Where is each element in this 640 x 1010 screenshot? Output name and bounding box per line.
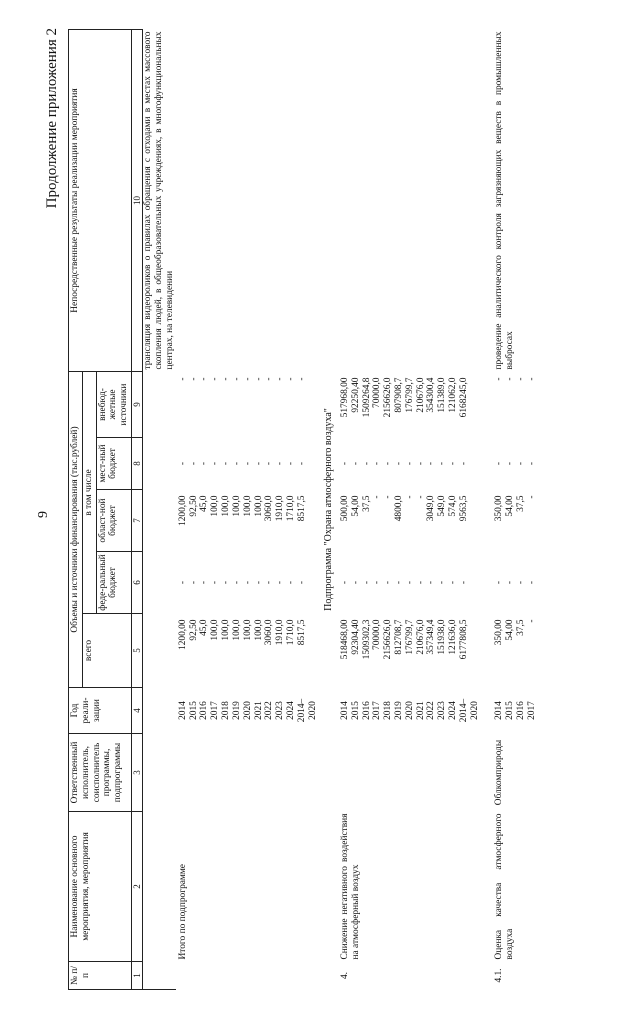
activity-name: Итого по подпрограмме [177, 864, 188, 960]
regional-cell: 100,0 [231, 495, 242, 517]
subtotal-block [178, 30, 319, 990]
local-cell: - [350, 461, 361, 466]
column-number: 3 [132, 734, 143, 812]
year-cell: 2022 [264, 701, 275, 720]
year-cell: 2023 [437, 701, 448, 720]
regional-cell: 45,0 [199, 495, 210, 512]
total-cell: 100,0 [231, 619, 242, 641]
federal-cell: - [526, 580, 537, 585]
extra-cell: - [275, 377, 286, 381]
total-cell: 1200,00 [177, 619, 188, 650]
header-name: Наименование основного мероприятия, мероприятия [69, 812, 132, 962]
result-text: трансляция видеороликов о правилах обращения с отходами в местах массового скопления людей, в общеобразовательных учреждениях, в многофункциональных центрах, на телевидении [143, 31, 176, 370]
total-cell: 92,50 [188, 619, 199, 641]
local-cell: - [361, 461, 372, 466]
local-cell: - [188, 461, 199, 466]
header-extra: внебюд-жетные источники [96, 372, 131, 438]
local-cell: - [372, 461, 383, 466]
header-regional: област-ной бюджет [96, 490, 131, 552]
local-cell: - [458, 461, 469, 466]
regional-cell: 37,5 [361, 495, 372, 512]
table-row [143, 30, 176, 990]
row-number: 4.1. [494, 968, 505, 983]
header-result: Непосредственные результаты реализации мероприятия [69, 30, 132, 372]
extra-cell: 176799,7 [404, 377, 415, 413]
federal-cell: - [242, 580, 253, 585]
extra-cell: 2156626,0 [383, 377, 394, 418]
header-volumes: Объемы и источники финансирования (тыс.рублей) [69, 372, 83, 688]
extra-cell: - [526, 377, 537, 381]
extra-cell: 70000,0 [372, 377, 383, 408]
federal-cell: - [393, 580, 404, 585]
table-row [178, 30, 189, 990]
local-cell: - [253, 461, 264, 466]
federal-cell: - [296, 580, 307, 585]
header-local: мест-ный бюджет [96, 438, 131, 490]
total-cell: 812708,7 [393, 619, 404, 655]
federal-cell: - [505, 580, 516, 585]
result-text: проведение аналитического контроля загрязняющих веществ в промышленных выбросах [494, 31, 516, 370]
extra-cell: 807908,7 [393, 377, 404, 413]
federal-cell: - [199, 580, 210, 585]
federal-cell: - [415, 580, 426, 585]
federal-cell: - [448, 580, 459, 585]
local-cell: - [285, 461, 296, 466]
year-cell: 2014 [177, 701, 188, 720]
total-cell: 3060,0 [264, 619, 275, 646]
federal-cell: - [437, 580, 448, 585]
regional-cell: 3049,0 [426, 495, 437, 522]
regional-cell: - [526, 495, 537, 499]
regional-cell: - [372, 495, 383, 499]
regional-cell: 54,00 [350, 495, 361, 517]
header-no: № п/п [69, 962, 132, 990]
total-cell: 45,0 [199, 619, 210, 636]
column-number: 7 [132, 490, 143, 552]
extra-cell: - [231, 377, 242, 381]
local-cell: - [275, 461, 286, 466]
extra-cell: - [494, 377, 505, 381]
total-cell: 518468,00 [339, 619, 350, 660]
federal-cell: - [231, 580, 242, 585]
column-number: 8 [132, 438, 143, 490]
total-cell: 70000,0 [372, 619, 383, 650]
year-cell: 2015 [505, 701, 516, 720]
local-cell: - [404, 461, 415, 466]
subprogram-row [318, 30, 340, 990]
federal-cell: - [221, 580, 232, 585]
total-cell: 100,0 [221, 619, 232, 641]
extra-cell: - [210, 377, 221, 381]
extra-cell: 92250,40 [350, 377, 361, 413]
regional-cell: 350,00 [494, 495, 505, 522]
activity-4-1-block [494, 30, 537, 990]
regional-cell: - [383, 495, 394, 499]
year-cell: 2020 [242, 701, 253, 720]
year-cell: 2019 [231, 701, 242, 720]
extra-cell: 151389,0 [437, 377, 448, 413]
year-cell: 2014 [494, 701, 505, 720]
table-row [340, 30, 351, 990]
extra-cell: - [505, 377, 516, 381]
federal-cell: - [372, 580, 383, 585]
header-year: Год реали-зации [69, 688, 132, 734]
year-cell: 2017 [210, 701, 221, 720]
year-cell: 2017 [526, 701, 537, 720]
extra-cell: - [253, 377, 264, 381]
regional-cell: 92,50 [188, 495, 199, 517]
year-cell: 2020 [404, 701, 415, 720]
local-cell: - [448, 461, 459, 466]
local-cell: - [526, 461, 537, 466]
local-cell: - [231, 461, 242, 466]
column-number: 10 [132, 30, 143, 372]
local-cell: - [339, 461, 350, 466]
row-number [178, 962, 319, 990]
document-page [36, 10, 600, 1010]
activity-name: Снижение негативного воздействия на атмосферный воздух [339, 813, 361, 960]
regional-cell: 4800,0 [393, 495, 404, 522]
header-including: в том числе [82, 372, 96, 614]
total-cell: 37,5 [516, 619, 527, 636]
extra-cell: - [199, 377, 210, 381]
total-cell: 54,00 [505, 619, 516, 641]
column-number: 5 [132, 614, 143, 688]
total-cell: 350,00 [494, 619, 505, 646]
year-cell: 2016 [199, 701, 210, 720]
header-federal: феде-ральный бюджет [96, 552, 131, 614]
extra-cell: - [242, 377, 253, 381]
total-cell: 2156626,0 [383, 619, 394, 660]
year-cell: 2022 [426, 701, 437, 720]
regional-cell: 8517,5 [296, 495, 307, 522]
total-cell: 210676,0 [415, 619, 426, 655]
column-number: 6 [132, 552, 143, 614]
federal-cell: - [350, 580, 361, 585]
total-cell: 1509302,3 [361, 619, 372, 660]
subprogram-title: Подпрограмма "Охрана атмосферного воздуха" [323, 408, 335, 611]
federal-cell: - [458, 580, 469, 585]
local-cell: - [426, 461, 437, 466]
total-cell: 92304,40 [350, 619, 361, 655]
local-cell: - [221, 461, 232, 466]
extra-cell: 517968,00 [339, 377, 350, 418]
local-cell: - [264, 461, 275, 466]
column-number: 4 [132, 688, 143, 734]
year-cell: 2019 [393, 701, 404, 720]
year-cell: 2018 [221, 701, 232, 720]
regional-cell: 37,5 [516, 495, 527, 512]
total-cell: 100,0 [210, 619, 221, 641]
regional-cell: - [404, 495, 415, 499]
local-cell: - [415, 461, 426, 466]
regional-cell: 1710,0 [285, 495, 296, 522]
regional-cell: 54,00 [505, 495, 516, 517]
local-cell: - [242, 461, 253, 466]
regional-cell: 100,0 [253, 495, 264, 517]
regional-cell: 1200,00 [177, 495, 188, 526]
extra-cell: 121062,0 [448, 377, 459, 413]
extra-cell: - [285, 377, 296, 381]
local-cell: - [199, 461, 210, 466]
year-cell: 2014–2020 [458, 698, 480, 723]
total-cell: 151938,0 [437, 619, 448, 655]
result-text [340, 30, 481, 372]
header-responsible: Ответственный исполнитель, соисполнитель программы, подпрограммы [69, 734, 132, 812]
local-cell: - [210, 461, 221, 466]
year-cell: 2014 [339, 701, 350, 720]
total-cell: 121636,0 [448, 619, 459, 655]
local-cell: - [383, 461, 394, 466]
extra-cell: 210676,0 [415, 377, 426, 413]
local-cell: - [494, 461, 505, 466]
federal-cell: - [426, 580, 437, 585]
total-cell: 100,0 [253, 619, 264, 641]
column-number: 9 [132, 372, 143, 438]
total-cell: - [526, 619, 537, 623]
year-cell: 2015 [350, 701, 361, 720]
regional-cell: 100,0 [221, 495, 232, 517]
federal-cell: - [188, 580, 199, 585]
extra-cell: - [516, 377, 527, 381]
financing-table [68, 29, 538, 990]
total-cell: 357349,4 [426, 619, 437, 655]
local-cell: - [177, 461, 188, 466]
year-cell: 2023 [275, 701, 286, 720]
federal-cell: - [177, 580, 188, 585]
activity-name: Оценка качества атмосферного воздуха [494, 813, 516, 960]
responsible [178, 734, 319, 812]
year-cell: 2024 [448, 701, 459, 720]
regional-cell: 549,0 [437, 495, 448, 517]
total-cell: 100,0 [242, 619, 253, 641]
regional-cell: 574,0 [448, 495, 459, 517]
extra-cell: 354300,4 [426, 377, 437, 413]
local-cell: - [516, 461, 527, 466]
header-total: всего [82, 614, 131, 688]
total-cell: 176799,7 [404, 619, 415, 655]
year-cell: 2016 [361, 701, 372, 720]
local-cell: - [296, 461, 307, 466]
result-text [178, 30, 319, 372]
federal-cell: - [383, 580, 394, 585]
extra-cell: 1509264,8 [361, 377, 372, 418]
activity-4-block [340, 30, 481, 990]
column-number: 1 [132, 962, 143, 990]
local-cell: - [437, 461, 448, 466]
regional-cell: 9563,5 [458, 495, 469, 522]
continuation-title: Продолжение приложения 2 [44, 28, 60, 209]
federal-cell: - [210, 580, 221, 585]
federal-cell: - [516, 580, 527, 585]
extra-cell: - [221, 377, 232, 381]
responsible [340, 734, 481, 812]
federal-cell: - [264, 580, 275, 585]
total-cell: 1910,0 [275, 619, 286, 646]
page-number: 9 [36, 511, 51, 518]
local-cell: - [393, 461, 404, 466]
local-cell: - [505, 461, 516, 466]
regional-cell: 3060,0 [264, 495, 275, 522]
row-number: 4. [339, 971, 350, 980]
year-cell: 2014–2020 [296, 698, 318, 723]
federal-cell: - [253, 580, 264, 585]
regional-cell: 1910,0 [275, 495, 286, 522]
federal-cell: - [275, 580, 286, 585]
regional-cell: - [415, 495, 426, 499]
year-cell: 2016 [516, 701, 527, 720]
year-cell: 2018 [383, 701, 394, 720]
year-cell: 2021 [253, 701, 264, 720]
year-cell: 2021 [415, 701, 426, 720]
federal-cell: - [404, 580, 415, 585]
extra-cell: - [264, 377, 275, 381]
federal-cell: - [339, 580, 350, 585]
year-cell: 2024 [285, 701, 296, 720]
total-cell: 8517,5 [296, 619, 307, 646]
federal-cell: - [361, 580, 372, 585]
regional-cell: 100,0 [242, 495, 253, 517]
extra-cell: - [296, 377, 307, 381]
responsible: Облкомприроды [494, 739, 505, 806]
total-cell: 6177808,5 [458, 619, 469, 660]
extra-cell: - [188, 377, 199, 381]
table-row [494, 30, 505, 990]
year-cell: 2015 [188, 701, 199, 720]
column-number: 2 [132, 812, 143, 962]
total-cell: 1710,0 [285, 619, 296, 646]
federal-cell: - [285, 580, 296, 585]
regional-cell: 500,00 [339, 495, 350, 522]
extra-cell: - [177, 377, 188, 381]
regional-cell: 100,0 [210, 495, 221, 517]
year-cell: 2017 [372, 701, 383, 720]
federal-cell: - [494, 580, 505, 585]
extra-cell: 6168245,0 [458, 377, 469, 418]
